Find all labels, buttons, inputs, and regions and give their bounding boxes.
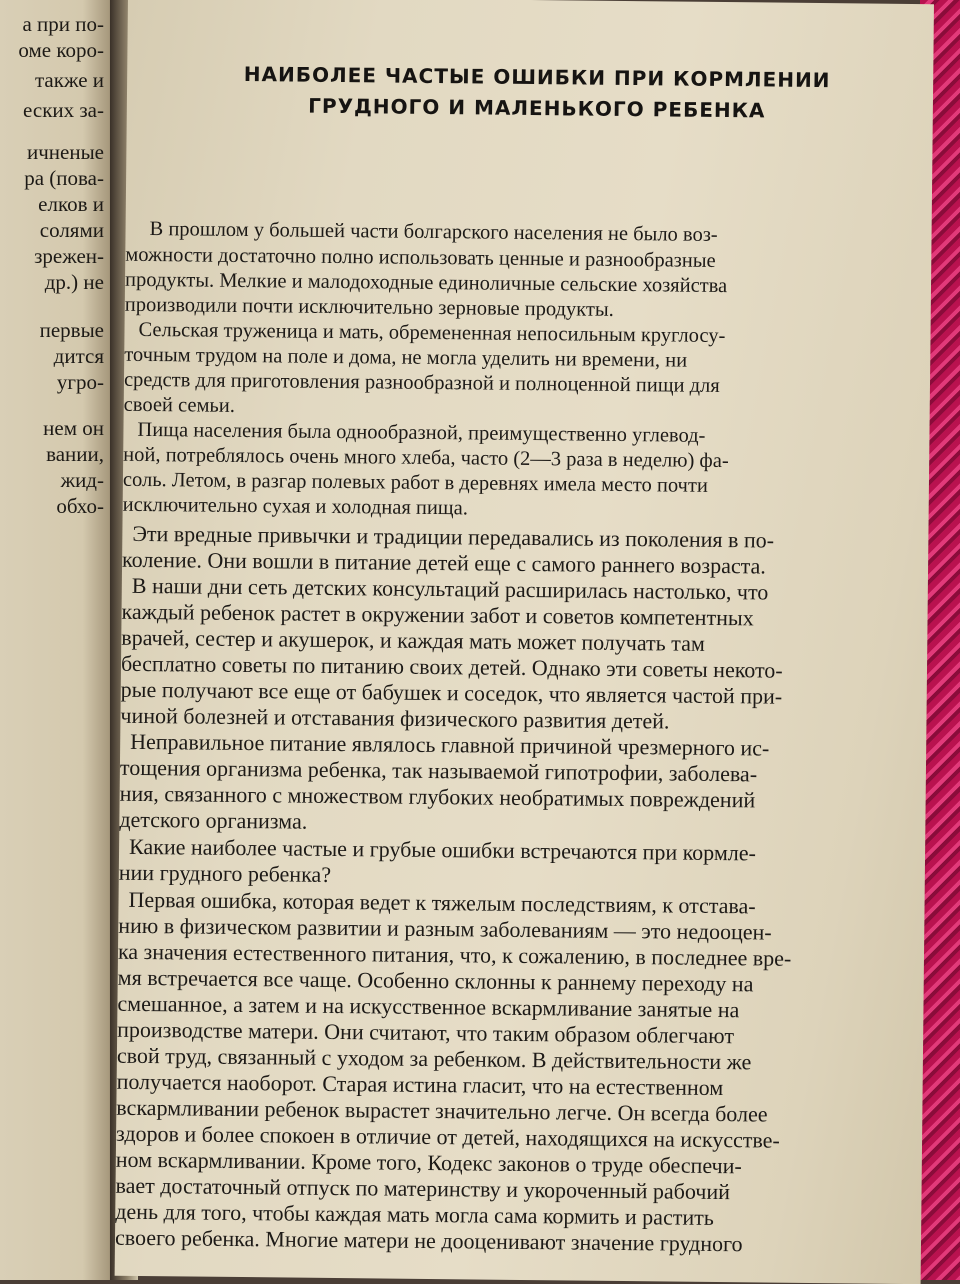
text-line: продукты. Мелкие и малодоходные единоличные сельские хозяйства [124,268,728,298]
text-line: рые получают все еще от бабушек и соседок, что является частой при- [120,676,783,709]
text-line: день для того, чтобы каждая мать могла сама кормить и растить [115,1198,714,1230]
left-page [0,0,118,1280]
text-line: чиной болезней и отставания физического развития детей. [120,702,670,734]
text-line: соль. Летом, в разгар полевых работ в деревнях имела место почти [122,468,708,497]
left-page-fragment: еских за- [23,98,104,122]
left-page-fragment: угро- [56,370,104,394]
text-line: нию в физическом развитии и разным заболеваниям — это недооцен- [118,912,772,945]
title-line: НАИБОЛЕЕ ЧАСТЫЕ ОШИБКИ ПРИ КОРМЛЕНИИ [243,61,831,93]
text-line: производстве матери. Они считают, что таким образом облегчают [117,1016,735,1049]
text-line: можности достаточно полно использовать ценные и разнообразные [125,243,716,272]
left-page-fragment: жид- [60,468,104,492]
title-line: ГРУДНОГО И МАЛЕНЬКОГО РЕБЕНКА [308,93,766,123]
left-page-fragment: дится [53,344,104,368]
text-line: производили почти исключительно зерновые продукты. [124,293,614,321]
text-line: Первая ошибка, которая ведет к тяжелым последствиям, к отстава- [128,886,756,919]
text-line: В прошлом у большей части болгарского населения не было воз- [149,218,718,246]
text-line: тощения организма ребенка, так называемой гипотрофии, заболева- [119,754,758,787]
text-line: бесплатно советы по питанию своих детей. Однако эти советы некото- [120,650,783,683]
text-line: свой труд, связанный с уходом за ребенком. В действительности же [116,1042,752,1075]
text-line: ка значения естественного питания, что, к сожалению, в последнее вре- [117,938,792,971]
text-line: ном вскармливании. Кроме того, Кодекс законов о труде обеспечи- [115,1146,742,1179]
left-page-fragment: солями [39,218,104,242]
left-page-fragment: оме коро- [18,38,104,62]
text-line: своей семьи. [123,393,236,417]
left-page-fragment: обхо- [56,494,104,518]
page-title [187,58,888,127]
text-line: Сельская труженица и мать, обремененная непосильным круглосу- [138,318,726,348]
left-page-fragment: зрежен- [34,244,104,268]
left-page-fragment: первые [39,318,104,342]
text-line: вскармливании ребенок вырастет значительно легче. Он всегда более [116,1094,768,1127]
text-line: Эти вредные привычки и традиции передавались из поколения в по- [132,520,775,553]
text-line: получается наоборот. Старая истина гласит, что на естественном [116,1068,724,1101]
left-page-fragment: ичненые [26,140,104,164]
text-line: врачей, сестер и акушерок, и каждая мать может получать там [121,624,705,656]
left-page-fragment: нем он [43,416,104,440]
text-line: исключительно сухая и холодная пища. [122,493,469,520]
text-line: мя встречается все чаще. Особенно склонны к раннему переходу на [117,964,754,997]
text-line: смешанное, а затем и на искусственное вскармливание занятые на [117,990,740,1023]
text-line: нии грудного ребенка? [118,859,332,887]
text-line: своего ребенка. Многие матери не дооценивают значение грудного [114,1224,743,1257]
book-page [115,0,934,1284]
text-line: здоров и более спокоен в отличие от детей, находящихся на искусстве- [115,1120,780,1153]
left-page-fragment: вании, [46,442,104,466]
text-line: Какие наиболее частые и грубые ошибки встречаются при кормле- [128,833,757,866]
left-page-fragment: др.) не [44,270,104,294]
text-line: каждый ребенок растет в окружении забот и советов компетентных [121,598,754,631]
text-line: ния, связанного с множеством глубоких необратимых повреждений [119,780,756,813]
text-line: точным трудом на поле и дома, не могла уделить ни времени, ни [124,343,688,372]
left-page-fragment: ра (пова- [24,166,104,190]
text-line: детского организма. [119,806,308,834]
left-page-fragment: елков и [38,192,104,216]
text-line: коление. Они вошли в питание детей еще с самого раннего возраста. [121,546,767,579]
text-line: В наши дни сеть детских консультаций расширилась настолько, что [131,572,769,605]
text-line: Пища населения была однообразной, преимущественно углевод- [137,418,706,447]
text-line: ной, потреблялось очень много хлеба, часто (2—3 раза в неделю) фа- [123,443,729,473]
text-line: вает достаточный отпуск по материнству и укороченный рабочий [115,1172,731,1205]
left-page-fragment: также и [35,68,104,92]
text-line: Неправильное питание являлось главной причиной чрезмерного ис- [130,728,770,761]
left-page-fragment: а при по- [22,12,104,36]
text-line: средств для приготовления разнообразной и полноценной пищи для [123,368,720,397]
